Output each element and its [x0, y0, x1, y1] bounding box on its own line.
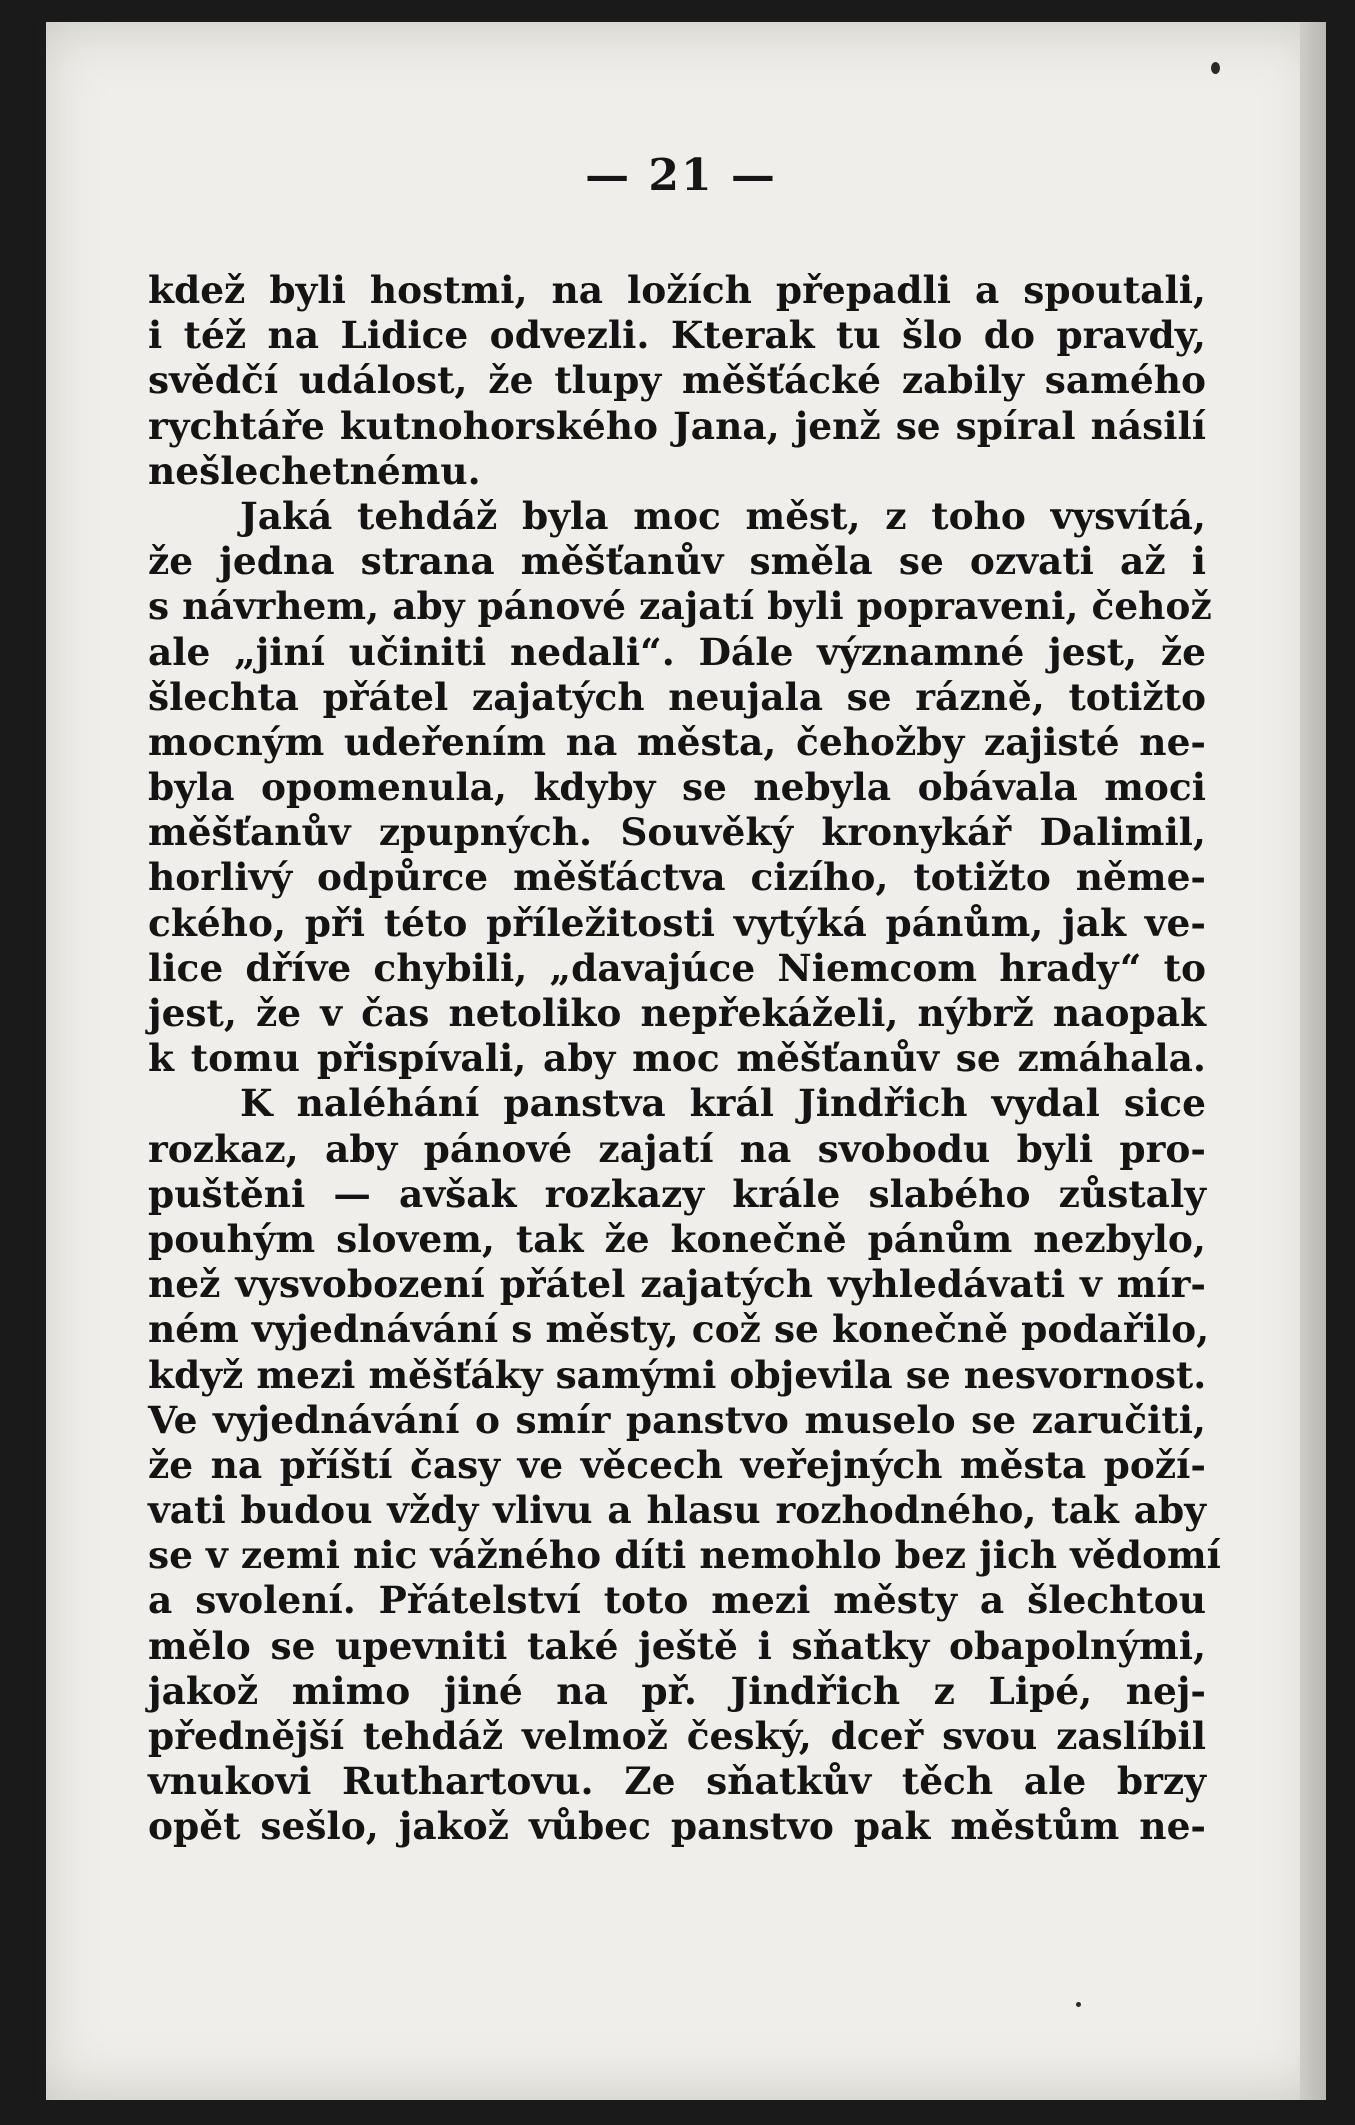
text-line: měšťanův zpupných. Souvěký kronykář Dalimil, — [148, 810, 1206, 855]
text-line: pouhým slovem, tak že konečně pánům nezbylo, — [148, 1216, 1206, 1261]
text-line: i též na Lidice odvezli. Kterak tu šlo do pravdy, — [148, 313, 1206, 358]
text-line: lice dříve chybili, „davajúce Niemcom hrady“ to — [148, 945, 1206, 990]
text-line: opět sešlo, jakož vůbec panstvo pak městům ne- — [148, 1804, 1206, 1849]
text-line: Ve vyjednávání o smír panstvo muselo se zaručiti, — [148, 1397, 1206, 1442]
text-line: vnukovi Ruthartovu. Ze sňatkův těch ale brzy — [148, 1759, 1206, 1804]
text-line: svědčí událost, že tlupy měšťácké zabily samého — [148, 358, 1206, 403]
text-line: puštěni — avšak rozkazy krále slabého zůstaly — [148, 1171, 1206, 1216]
text-line: mocným udeřením na města, čehožby zajisté ne- — [148, 719, 1206, 764]
text-line: jest, že v čas netoliko nepřekáželi, nýbrž naopak — [148, 991, 1206, 1035]
text-line: že na příští časy ve věcech veřejných města poží- — [148, 1442, 1206, 1487]
text-line: vati budou vždy vlivu a hlasu rozhodného, tak aby — [148, 1488, 1206, 1533]
text-line: byla opomenula, kdyby se nebyla obávala moci — [148, 765, 1206, 810]
text-line: rozkaz, aby pánové zajatí na svobodu byli pro- — [148, 1126, 1206, 1171]
text-line: k tomu přispívali, aby moc měšťanův se zmáhala. — [148, 1036, 1206, 1081]
text-line: Jaká tehdáž byla moc měst, z toho vysvítá, — [240, 493, 1206, 538]
page-edge — [1300, 22, 1326, 2100]
text-line: s návrhem, aby pánové zajatí byli popraveni, čehož — [148, 584, 1212, 629]
text-line: přednější tehdáž velmož český, dceř svou zaslíbil — [148, 1714, 1206, 1758]
text-line: K naléhání panstva král Jindřich vydal sice — [240, 1081, 1206, 1126]
body-text — [148, 268, 1221, 1850]
page-number: — 21 — — [585, 150, 777, 201]
text-line: že jedna strana měšťanův směla se ozvati až i — [148, 539, 1206, 584]
text-line: ale „jiní učiniti nedali“. Dále významné jest, že — [148, 629, 1206, 674]
text-line: než vysvobození přátel zajatých vyhledávati v mír- — [148, 1262, 1206, 1307]
text-line: rychtáře kutnohorského Jana, jenž se spíral násilí — [148, 403, 1206, 448]
text-line: nešlechetnému. — [148, 448, 481, 493]
text-line: mělo se upevniti také ještě i sňatky obapolnými, — [148, 1623, 1206, 1668]
text-line: kdež byli hostmi, na ložích přepadli a spoutali, — [148, 268, 1206, 312]
text-line: šlechta přátel zajatých neujala se rázně, totižto — [148, 674, 1206, 719]
page-binding-shadow — [36, 22, 46, 2100]
text-line: když mezi měšťáky samými objevila se nesvornost. — [148, 1352, 1207, 1397]
ink-speck — [1076, 2002, 1081, 2007]
text-line: jakož mimo jiné na př. Jindřich z Lipé, nej- — [148, 1668, 1206, 1713]
book-page — [36, 22, 1326, 2100]
ink-speck — [1211, 62, 1220, 74]
text-line: a svolení. Přátelství toto mezi městy a šlechtou — [148, 1578, 1206, 1623]
text-line: horlivý odpůrce měšťáctva cizího, totižto něme- — [148, 855, 1206, 900]
text-line: se v zemi nic vážného díti nemohlo bez jich vědomí — [148, 1533, 1221, 1578]
text-line: ném vyjednávání s městy, což se konečně podařilo, — [148, 1307, 1210, 1352]
text-line: ckého, při této příležitosti vytýká pánům, jak ve- — [148, 900, 1206, 945]
